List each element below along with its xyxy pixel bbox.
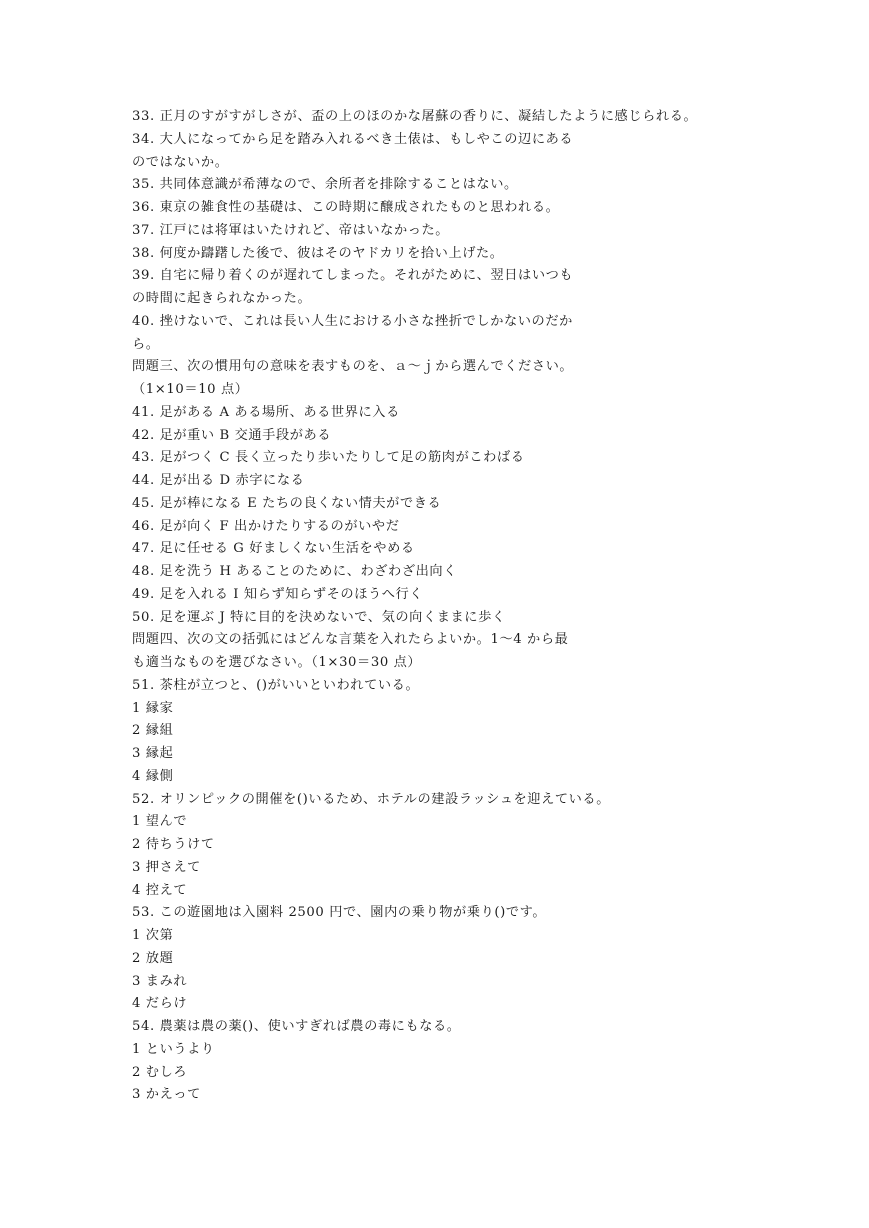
text-line: 2 縁組 (132, 723, 174, 739)
text-line: 37. 江戸には将軍はいたけれど、帝はいなかった。 (132, 222, 450, 238)
text-line: 48. 足を洗う H あることのために、わざわざ出向く (132, 564, 457, 579)
text-line: 4 だらけ (132, 996, 188, 1012)
text-line: 44. 足が出る D 赤字になる (132, 473, 305, 488)
text-line: 3 押さえて (132, 859, 201, 875)
text-line: 49. 足を入れる I 知らず知らずそのほうへ行く (132, 586, 424, 602)
text-line: ら。 (132, 336, 160, 352)
text-line: 3 縁起 (132, 746, 174, 761)
text-line: 36. 東京の雑食性の基礎は、この時期に醸成されたものと思われる。 (132, 200, 560, 215)
text-line: 51. 茶柱が立つと、()がいいといわれている。 (132, 677, 420, 693)
text-line: 問題三、次の慣用句の意味を表すものを、ａ～ｊから選んでください。 (132, 359, 574, 375)
text-line: 40. 挫けないで、これは長い人生における小さな挫折でしかないのだか (132, 313, 573, 329)
text-line: 1 というより (132, 1041, 215, 1057)
text-line: 33. 正月のすがすがしさが、盃の上のほのかな屠蘇の香りに、凝結したように感じられる。 (132, 109, 698, 124)
text-line: 1 縁家 (132, 700, 174, 716)
text-line: 38. 何度か躊躇した後で、彼はそのヤドカリを拾い上げた。 (132, 245, 504, 261)
text-line: 問題四、次の文の括弧にはどんな言葉を入れたらよいか。1～4 から最 (132, 632, 569, 648)
text-line: 2 むしろ (132, 1064, 188, 1080)
text-line: 2 放題 (132, 950, 174, 966)
text-line: 39. 自宅に帰り着くのが遅れてしまった。それがために、翌日はいつも (132, 268, 574, 284)
text-line: 3 まみれ (132, 973, 188, 989)
text-line: 1 望んで (132, 814, 188, 830)
text-line: 43. 足がつく C 長く立ったり歩いたりして足の筋肉がこわばる (132, 450, 525, 466)
text-line: 1 次第 (132, 928, 174, 943)
text-line: 4 控えて (132, 882, 188, 898)
text-line: 42. 足が重い B 交通手段がある (132, 427, 332, 443)
text-line: 53. この遊園地は入園料 2500 円で、園内の乗り物が乗り()です。 (132, 905, 547, 921)
document-body (132, 106, 772, 1107)
text-line: の時間に起きられなかった。 (132, 291, 312, 306)
text-line: 52. オリンピックの開催を()いるため、ホテルの建設ラッシュを迎えている。 (132, 791, 611, 807)
text-line: 45. 足が棒になる E たちの良くない情夫ができる (132, 495, 442, 511)
text-line: 35. 共同体意識が希薄なので、余所者を排除することはない。 (132, 177, 518, 193)
text-line: 46. 足が向く F 出かけたりするのがいやだ (132, 518, 400, 534)
text-line: 54. 農薬は農の薬()、使いすぎれば農の毒にもなる。 (132, 1019, 461, 1034)
text-line: 3 かえって (132, 1087, 201, 1103)
text-line: も適当なものを選びなさい。（1×30＝30 点） (132, 655, 422, 670)
text-line: 2 待ちうけて (132, 837, 215, 852)
text-line: 34. 大人になってから足を踏み入れるべき土俵は、もしやこの辺にある (132, 131, 574, 147)
text-line: 50. 足を運ぶ J 特に目的を決めないで、気の向くままに歩く (132, 609, 506, 625)
text-line: のではないか。 (132, 154, 229, 170)
text-line: 4 縁側 (132, 768, 174, 784)
text-line: 41. 足がある A ある場所、ある世界に入る (132, 404, 400, 420)
text-line: 47. 足に任せる G 好ましくない生活をやめる (132, 541, 415, 557)
text-line: （1×10＝10 点） (132, 382, 249, 397)
